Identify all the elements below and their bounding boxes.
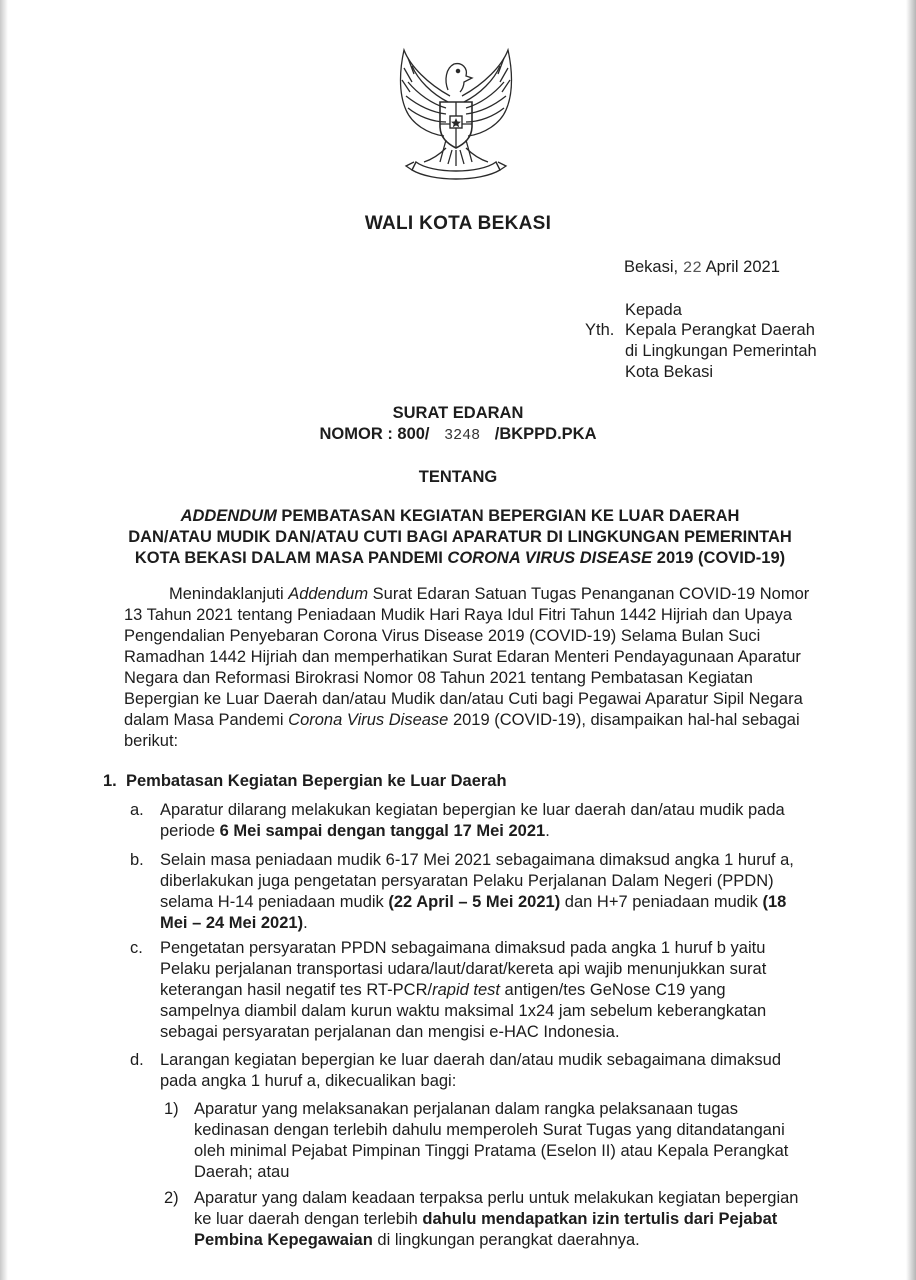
page-shadow-left xyxy=(0,0,8,1280)
item-b xyxy=(160,850,824,934)
section1-heading: Pembatasan Kegiatan Bepergian ke Luar Daerah xyxy=(126,772,507,790)
item-b-l3a: selama H-14 peniadaan mudik xyxy=(160,893,389,911)
subject-line1: PEMBATASAN KEGIATAN BEPERGIAN KE LUAR DAERAH xyxy=(276,507,740,525)
intro-l6: Bepergian ke Luar Daerah dan/atau Mudik dan/atau Cuti bagi Pegawai Aparatur Sipil Negara xyxy=(124,690,803,708)
item-c-l3a: keterangan hasil negatif tes RT-PCR/ xyxy=(160,981,433,999)
sub2 xyxy=(194,1188,824,1251)
page-shadow-right xyxy=(906,0,916,1280)
sub2-l2b: dahulu mendapatkan izin tertulis dari Pejabat xyxy=(422,1210,778,1228)
subject-line3b: CORONA VIRUS DISEASE xyxy=(447,549,653,567)
item-b-marker: b. xyxy=(130,851,144,869)
intro-paragraph xyxy=(124,584,824,752)
subject-line3a: KOTA BEKASI DALAM MASA PANDEMI xyxy=(134,549,448,567)
intro-l1a: Menindaklanjuti xyxy=(169,585,289,603)
sub1-marker: 1) xyxy=(164,1100,179,1118)
intro-l1b: Addendum xyxy=(288,585,369,603)
sub1 xyxy=(194,1099,824,1183)
date-month-year: April 2021 xyxy=(705,258,780,276)
recipient-line3: Kota Bekasi xyxy=(625,363,714,381)
subject-line3c: 2019 (COVID-19) xyxy=(652,549,786,567)
item-a-l2b: 6 Mei sampai dengan tanggal 17 Mei 2021 xyxy=(219,822,546,840)
item-d-l1: Larangan kegiatan bepergian ke luar daerah dan/atau mudik sebagaimana dimaksud xyxy=(160,1051,782,1069)
page-title: WALI KOTA BEKASI xyxy=(364,213,552,234)
item-c-l1: Pengetatan persyaratan PPDN sebagaimana dimaksud pada angka 1 huruf b yaitu xyxy=(160,939,766,957)
item-b-l1: Selain masa peniadaan mudik 6-17 Mei 2021 sebagaimana dimaksud angka 1 huruf a, xyxy=(160,851,794,869)
recipient-yth: Yth. xyxy=(585,321,615,339)
sub2-l2a: ke luar daerah dengan terlebih xyxy=(194,1210,423,1228)
item-b-l4b: . xyxy=(303,914,308,932)
garuda-emblem-icon xyxy=(388,44,524,186)
letter-subject xyxy=(120,506,800,569)
recipient-line1: Kepala Perangkat Daerah xyxy=(625,321,815,339)
intro-l2: 13 Tahun 2021 tentang Peniadaan Mudik Hari Raya Idul Fitri Tahun 1442 Hijriah dan Upaya xyxy=(124,606,793,624)
intro-l4: Ramadhan 1442 Hijriah dan memperhatikan Surat Edaran Menteri Pendayagunaan Aparatur xyxy=(124,648,801,666)
item-b-l3d: (18 xyxy=(762,893,787,911)
subject-line2: DAN/ATAU MUDIK DAN/ATAU CUTI BAGI APARATUR DI LINGKUNGAN PEMERINTAH xyxy=(128,528,792,546)
recipient-line2: di Lingkungan Pemerintah xyxy=(625,342,817,360)
item-a-l1: Aparatur dilarang melakukan kegiatan bepergian ke luar daerah dan/atau mudik pada xyxy=(160,801,785,819)
sub1-l3: oleh minimal Pejabat Pimpinan Tinggi Pratama (Eselon II) atau Kepala Perangkat xyxy=(194,1142,789,1160)
intro-l5: Negara dan Reformasi Birokrasi Nomor 08 Tahun 2021 tentang Pembatasan Kegiatan xyxy=(124,669,753,687)
sub2-marker: 2) xyxy=(164,1189,179,1207)
item-d xyxy=(160,1050,824,1092)
date-day: 22 xyxy=(682,259,702,277)
item-b-l4a: Mei – 24 Mei 2021) xyxy=(160,914,304,932)
sub2-l3a: Pembina Kepegawaian xyxy=(194,1231,373,1249)
item-c-l4: sampelnya diambil dalam kurun waktu maksimal 1x24 jam sebelum keberangkatan xyxy=(160,1002,767,1020)
item-c-marker: c. xyxy=(130,939,143,957)
sub1-l4: Daerah; atau xyxy=(194,1163,290,1181)
intro-l7b: Corona Virus Disease xyxy=(288,711,449,729)
item-d-l2: pada angka 1 huruf a, dikecualikan bagi: xyxy=(160,1072,457,1090)
intro-l7a: dalam Masa Pandemi xyxy=(124,711,289,729)
date-place: Bekasi, xyxy=(624,258,679,276)
section1-number: 1. xyxy=(103,772,117,790)
sub1-l1: Aparatur yang melaksanakan perjalanan dalam rangka pelaksanaan tugas xyxy=(194,1100,738,1118)
intro-l8: berikut: xyxy=(124,732,179,750)
sub1-l2: kedinasan dengan terlebih dahulu memperoleh Surat Tugas yang ditandatangani xyxy=(194,1121,785,1139)
intro-l1c: Surat Edaran Satuan Tugas Penanganan COVID-19 Nomor xyxy=(368,585,810,603)
date-line xyxy=(624,257,780,279)
intro-l3: Pengendalian Penyebaran Corona Virus Disease 2019 (COVID-19) Selama Bulan Suci xyxy=(124,627,761,645)
nomor-prefix: NOMOR : 800/ xyxy=(319,425,430,443)
item-b-l2: diberlakukan juga pengetatan persyaratan Pelaku Perjalanan Dalam Negeri (PPDN) xyxy=(160,872,774,890)
item-c xyxy=(160,938,824,1043)
item-c-l3c: antigen/tes GeNose C19 yang xyxy=(499,981,726,999)
item-a-l2c: . xyxy=(545,822,550,840)
item-d-marker: d. xyxy=(130,1051,144,1069)
item-c-l3b: rapid test xyxy=(432,981,500,999)
subject-addendum: ADDENDUM xyxy=(180,507,277,525)
item-a xyxy=(160,800,824,842)
intro-l7c: 2019 (COVID-19), disampaikan hal-hal sebagai xyxy=(448,711,800,729)
letter-type: SURAT EDARAN xyxy=(392,404,524,422)
recipient-kepada: Kepada xyxy=(625,301,682,319)
item-c-l5: sebagai persyaratan perjalanan dan mengisi e-HAC Indonesia. xyxy=(160,1023,620,1041)
nomor-number: 3248 xyxy=(444,427,481,444)
sub2-l1: Aparatur yang dalam keadaan terpaksa perlu untuk melakukan kegiatan bepergian xyxy=(194,1189,799,1207)
sub2-l3b: di lingkungan perangkat daerahnya. xyxy=(372,1231,640,1249)
item-a-l2a: periode xyxy=(160,822,220,840)
item-c-l2: Pelaku perjalanan transportasi udara/laut/darat/kereta api wajib menunjukkan surat xyxy=(160,960,767,978)
tentang-label: TENTANG xyxy=(418,468,498,486)
item-a-marker: a. xyxy=(130,801,144,819)
letter-number xyxy=(0,424,916,446)
item-b-l3b: (22 April – 5 Mei 2021) xyxy=(388,893,561,911)
item-b-l3c: dan H+7 peniadaan mudik xyxy=(560,893,763,911)
nomor-suffix: /BKPPD.PKA xyxy=(494,425,597,443)
